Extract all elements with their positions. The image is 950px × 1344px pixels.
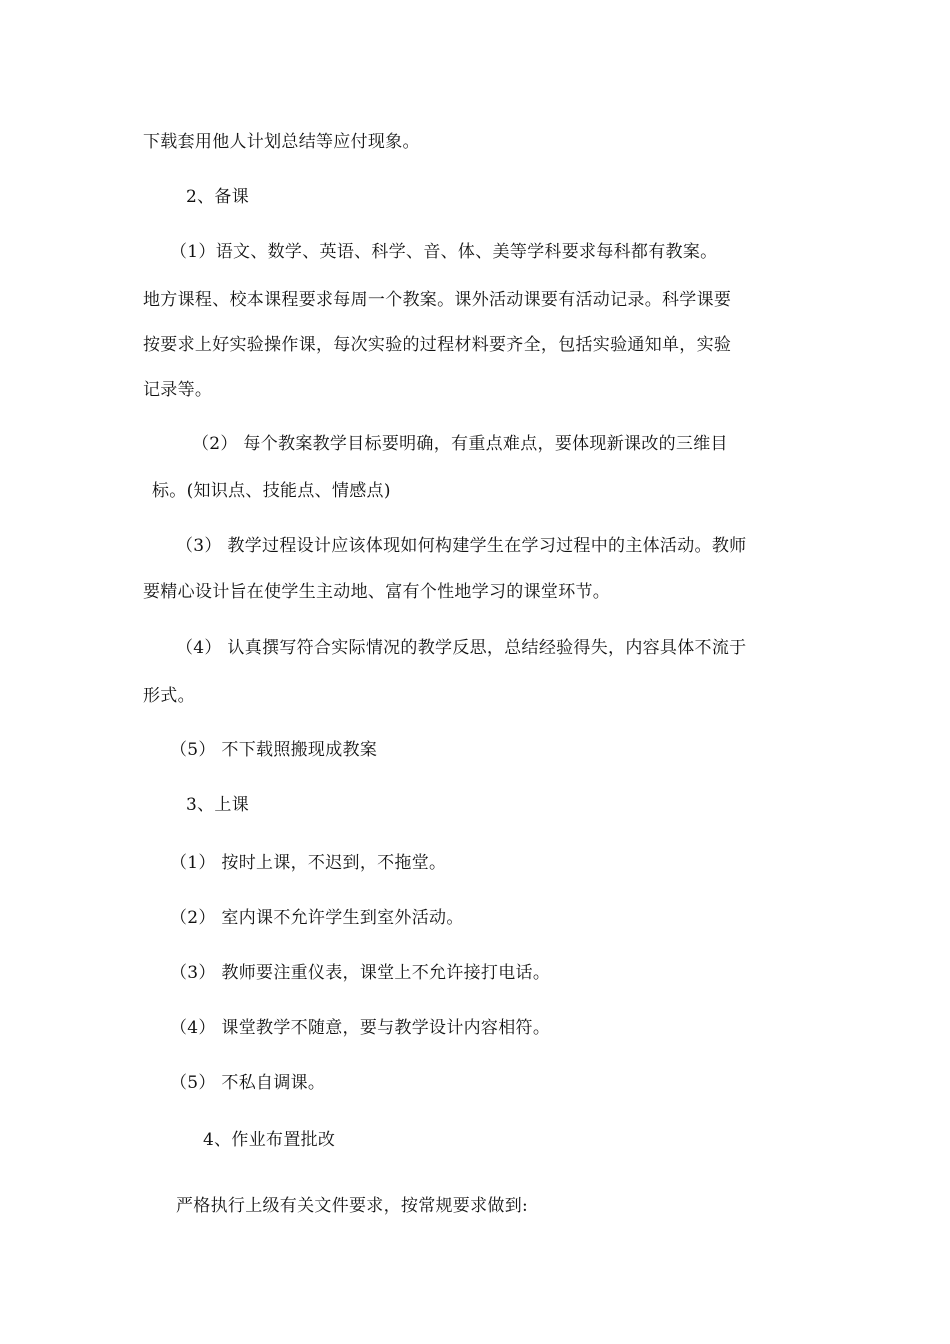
paragraph-line: （4） 认真撰写符合实际情况的教学反思，总结经验得失，内容具体不流于 [176, 638, 747, 658]
paragraph-line: 要精心设计旨在使学生主动地、富有个性地学习的课堂环节。 [143, 582, 611, 602]
paragraph-line: 形式。 [143, 686, 195, 706]
list-item: （3） 教师要注重仪表，课堂上不允许接打电话。 [170, 963, 551, 983]
paragraph-line: 记录等。 [143, 380, 213, 400]
paragraph-line: 严格执行上级有关文件要求，按常规要求做到: [176, 1196, 529, 1216]
paragraph-line: （2） 每个教案教学目标要明确，有重点难点，要体现新课改的三维目 [192, 434, 728, 454]
list-item: （4） 课堂教学不随意，要与教学设计内容相符。 [170, 1018, 551, 1038]
section-heading: 4、作业布置批改 [203, 1130, 336, 1150]
paragraph-line: 下载套用他人计划总结等应付现象。 [143, 132, 420, 152]
paragraph-line: 标。(知识点、技能点、情感点) [152, 481, 391, 501]
paragraph-line: （3） 教学过程设计应该体现如何构建学生在学习过程中的主体活动。教师 [176, 536, 747, 556]
list-item: （5） 不私自调课。 [170, 1073, 326, 1093]
paragraph-line: 按要求上好实验操作课，每次实验的过程材料要齐全，包括实验通知单，实验 [143, 335, 732, 355]
list-item: （2） 室内课不允许学生到室外活动。 [170, 908, 464, 928]
list-item: （1） 按时上课，不迟到，不拖堂。 [170, 853, 447, 873]
paragraph-line: （1）语文、数学、英语、科学、音、体、美等学科要求每科都有教案。 [170, 242, 718, 262]
section-heading: 3、上课 [186, 795, 250, 815]
paragraph-line: 地方课程、校本课程要求每周一个教案。课外活动课要有活动记录。科学课要 [143, 290, 732, 310]
section-heading: 2、备课 [186, 187, 250, 207]
paragraph-line: （5） 不下载照搬现成教案 [170, 740, 378, 760]
